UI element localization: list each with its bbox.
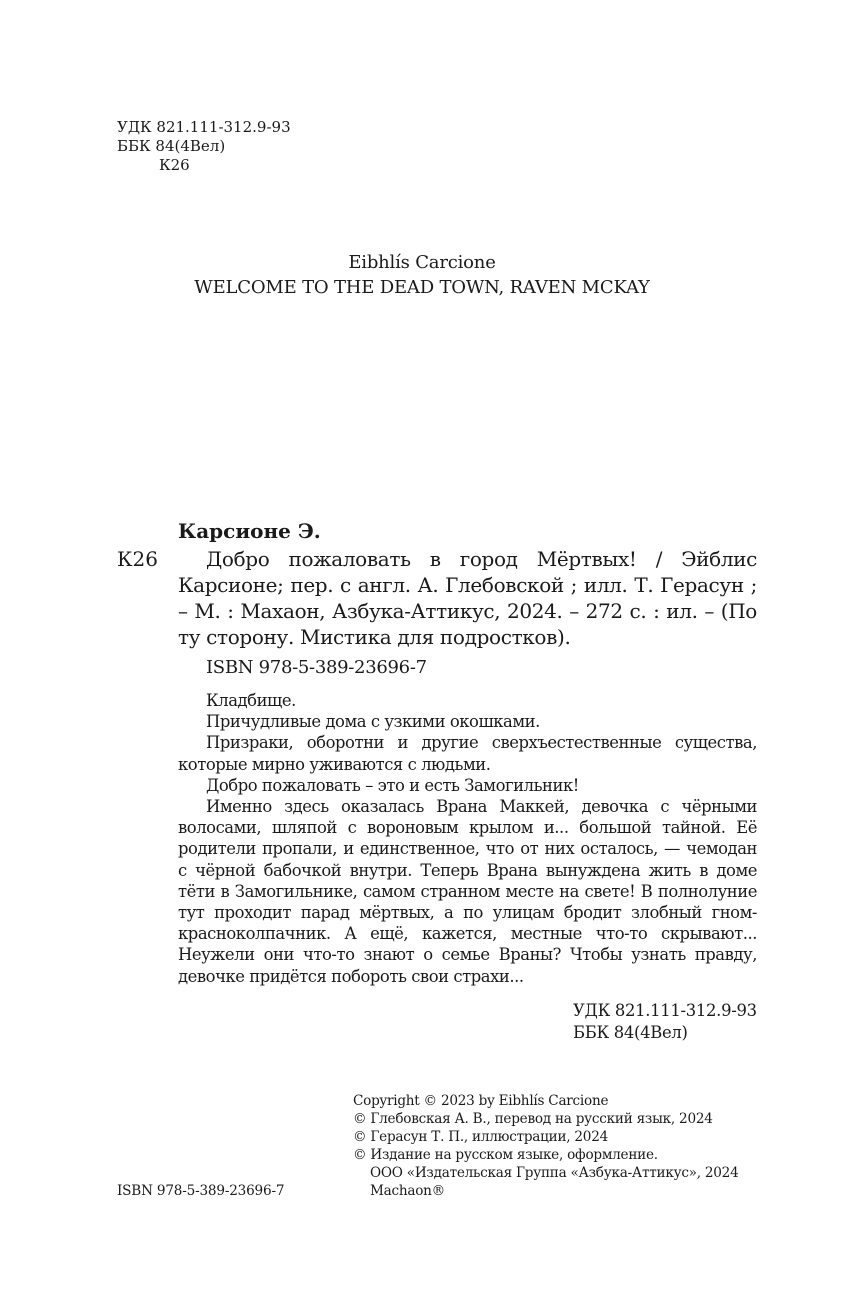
copyright-line: © Издание на русском языке, оформление.	[353, 1147, 658, 1163]
annotation-paragraph: Призраки, оборотни и другие сверхъестественные существа, которые мирно уживаются с людьми.	[178, 733, 757, 774]
classification-bottom	[573, 1000, 757, 1044]
copyright-block	[353, 1092, 738, 1200]
bbk-code-bottom: ББК 84(4Вел)	[573, 1023, 688, 1042]
bibliographic-description: Добро пожаловать в город Мёртвых! / Эйблис Карсионе; пер. с англ. А. Глебовской ; илл. Т. Герасун ; – М. : Махаон, Азбука-Аттикус, 2024. – 272 с. : ил. – (По ту сторону. Мистика для подростков).	[178, 547, 757, 649]
copyright-line: ООО «Издательская Группа «Азбука-Аттикус», 2024	[370, 1165, 739, 1181]
isbn-main: ISBN 978-5-389-23696-7	[206, 657, 427, 678]
annotation-paragraph: Добро пожаловать – это и есть Замогильник!	[206, 775, 579, 795]
original-title-block	[0, 250, 844, 300]
original-author: Eibhlís Carcione	[348, 252, 496, 273]
isbn-bottom: ISBN 978-5-389-23696-7	[117, 1183, 285, 1199]
annotation-paragraph: Именно здесь оказалась Врана Маккей, девочка с чёрными волосами, шляпой с вороновым крылом и... большой тайной. Её родители пропали, и единственное, что от них осталось, — чемодан с чёрной бабочкой внутри. Теперь Врана вынуждена жить в доме тёти в Замогильнике, самом странном месте на свете! В полнолуние тут проходит парад мёртвых, а по улицам бродит злобный гном-красноколпачник. А ещё, кажется, местные что-то скрывают... Неужели они что-то знают о семье Враны? Чтобы узнать правду, девочке придётся побороть свои страхи...	[178, 797, 757, 986]
udk-code-top: УДК 821.111-312.9-93	[117, 118, 291, 136]
annotation	[178, 690, 757, 987]
udk-code-bottom: УДК 821.111-312.9-93	[573, 1001, 757, 1020]
copyright-line: © Герасун Т. П., иллюстрации, 2024	[353, 1129, 608, 1145]
annotation-paragraph: Причудливые дома с узкими окошками.	[206, 712, 540, 732]
author-mark-top: К26	[159, 156, 190, 174]
bbk-code-top: ББК 84(4Вел)	[117, 137, 226, 155]
original-title: WELCOME TO THE DEAD TOWN, RAVEN MCKAY	[194, 277, 650, 298]
copyright-line: Machaon®	[370, 1183, 446, 1199]
copyright-line: © Глебовская А. В., перевод на русский язык, 2024	[353, 1111, 713, 1127]
author-mark: К26	[117, 547, 158, 571]
author-heading: Карсионе Э.	[178, 519, 321, 543]
annotation-paragraph: Кладбище.	[206, 691, 296, 710]
classification-top	[117, 118, 291, 175]
copyright-line: Copyright © 2023 by Eibhlís Carcione	[353, 1093, 609, 1109]
